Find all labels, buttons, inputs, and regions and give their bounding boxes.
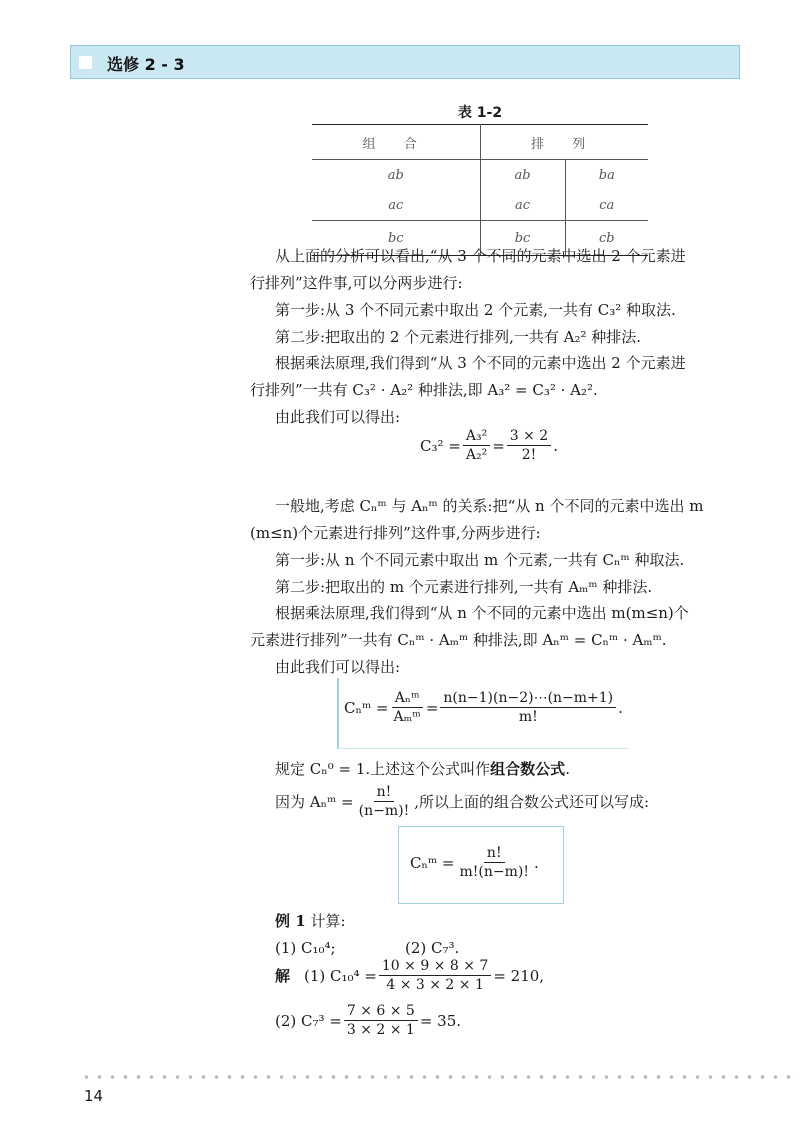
example-label: 例 1 (275, 912, 306, 930)
fraction (507, 428, 551, 463)
equals-sign: = (425, 698, 439, 717)
equals-sign: = (492, 436, 505, 455)
paragraph-line: 第二步:把取出的 m 个元素进行排列,一共有 Aₘᵐ 种排法. (275, 578, 653, 596)
combination-formula-alt (410, 845, 539, 880)
paragraph-line: 第二步:把取出的 2 个元素进行排列,一共有 A₂² 种排法. (275, 328, 642, 346)
paragraph-line: 第一步:从 3 个不同元素中取出 2 个元素,一共有 C₃² 种取法. (275, 301, 676, 319)
fraction (391, 690, 424, 725)
table-cell: ac (480, 190, 565, 221)
header-square-icon (79, 56, 92, 69)
example-heading (275, 910, 346, 932)
solution-line (275, 958, 544, 993)
fraction (440, 690, 616, 725)
numerator: n! (374, 784, 395, 802)
text-span: ,所以上面的组合数公式还可以写成: (414, 793, 650, 811)
numerator: A₃² (463, 428, 490, 446)
table-cell: ab (312, 160, 480, 191)
footer-dotted-divider (80, 1075, 800, 1079)
paragraph-line: 根据乘法原理,我们得到“从 3 个不同的元素中选出 2 个元素进 (275, 354, 686, 372)
denominator: 4 × 3 × 2 × 1 (386, 977, 484, 993)
formula-lhs: Cₙᵐ = (344, 698, 389, 717)
combination-permutation-table (312, 124, 648, 256)
table-row (312, 190, 648, 221)
numerator: n(n−1)(n−2)⋯(n−m+1) (440, 690, 616, 708)
table-row (312, 160, 648, 191)
text-span: (1) C₁₀⁴ = (304, 966, 377, 985)
text-span: 计算: (310, 912, 346, 930)
denominator: m!(n−m)! (459, 864, 529, 880)
formula-lhs: C₃² = (420, 436, 461, 455)
chapter-header (70, 45, 740, 79)
formula-end: . (553, 436, 558, 455)
table-header-row (312, 125, 648, 160)
header-permutation: 排 列 (480, 125, 648, 160)
example-item: (1) C₁₀⁴; (275, 939, 336, 957)
formula-lhs: Cₙᵐ = (410, 853, 455, 872)
table-cell: ba (598, 167, 615, 183)
paragraph-line: 元素进行排列”一共有 Cₙᵐ · Aₘᵐ 种排法,即 Aₙᵐ = Cₙᵐ · Aₘᵐ. (250, 631, 667, 649)
header-combination: 组 合 (312, 125, 480, 160)
denominator: (n−m)! (358, 803, 410, 819)
fraction (344, 1003, 418, 1038)
paragraph-line: 行排列”这件事,可以分两步进行: (250, 274, 463, 292)
numerator: Aₙᵐ (392, 690, 423, 708)
table-cell: bc (480, 221, 565, 256)
chapter-title: 选修 2 - 3 (107, 55, 185, 74)
denominator: 3 × 2 × 1 (346, 1022, 415, 1038)
denominator: m! (518, 709, 538, 725)
text-span: = 35. (419, 1011, 462, 1030)
fraction (356, 784, 413, 819)
table-caption: 表 1-2 (457, 105, 503, 121)
paragraph-line (275, 758, 570, 780)
paragraph-line: 从上面的分析可以看出,“从 3 个不同的元素中选出 2 个元素进 (275, 247, 686, 265)
denominator: A₂² (465, 447, 488, 463)
numerator: 10 × 9 × 8 × 7 (379, 958, 491, 976)
paragraph-line: 由此我们可以得出: (275, 408, 401, 426)
text-span: 因为 Aₙᵐ = (275, 793, 354, 811)
table-cell: cb (565, 221, 648, 256)
paragraph-line: 行排列”一共有 C₃² · A₂² 种排法,即 A₃² = C₃² · A₂². (250, 381, 598, 399)
paragraph-line (275, 784, 649, 819)
text-span: 规定 Cₙ⁰ = 1.上述这个公式叫作 (275, 760, 491, 778)
example-item: (2) C₇³. (405, 939, 460, 957)
text-span: = 210, (493, 966, 545, 985)
solution-line (275, 1003, 461, 1038)
paragraph-line: 根据乘法原理,我们得到“从 n 个不同的元素中选出 m(m≤n)个 (275, 604, 689, 622)
solution-label: 解 (275, 967, 291, 985)
paragraph-line: (m≤n)个元素进行排列”这件事,分两步进行: (250, 524, 541, 542)
combination-formula (344, 690, 623, 725)
formula-end: . (534, 853, 539, 872)
table-cell: ac (312, 190, 480, 221)
text-span: . (565, 760, 570, 778)
formula-end: . (618, 698, 623, 717)
fraction (379, 958, 491, 993)
fraction (463, 428, 490, 463)
numerator: 7 × 6 × 5 (344, 1003, 418, 1021)
paragraph-line: 一般地,考虑 Cₙᵐ 与 Aₙᵐ 的关系:把“从 n 个不同的元素中选出 m (275, 497, 704, 515)
denominator: 2! (521, 447, 537, 463)
paragraph-line: 第一步:从 n 个不同元素中取出 m 个元素,一共有 Cₙᵐ 种取法. (275, 551, 685, 569)
numerator: n! (484, 845, 505, 863)
formula-c32 (420, 428, 558, 463)
table-cell: bc (312, 221, 480, 256)
paragraph-line: 由此我们可以得出: (275, 658, 401, 676)
term-bold: 组合数公式 (490, 760, 566, 778)
text-span: (2) C₇³ = (275, 1011, 342, 1030)
numerator: 3 × 2 (507, 428, 551, 446)
denominator: Aₘᵐ (393, 709, 421, 725)
page-number: 14 (84, 1087, 104, 1105)
table-cell: ca (599, 197, 615, 213)
fraction (457, 845, 532, 880)
table-cell: ab (480, 160, 565, 191)
